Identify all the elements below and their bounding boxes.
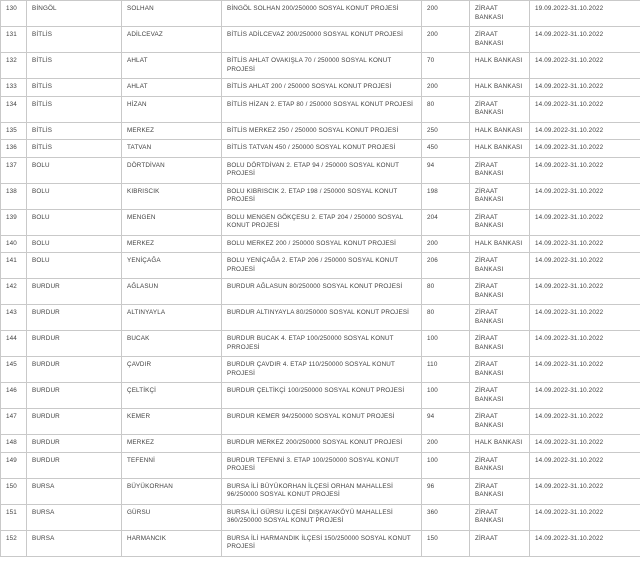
cell-district: DÖRTDİVAN <box>122 157 222 183</box>
cell-district: KEMER <box>122 409 222 435</box>
cell-no: 140 <box>1 235 27 253</box>
cell-district: MERKEZ <box>122 122 222 140</box>
cell-no: 150 <box>1 478 27 504</box>
cell-city: BURDUR <box>27 452 122 478</box>
cell-project: BİTLİS ADİLCEVAZ 200/250000 SOSYAL KONUT PROJESİ <box>222 27 422 53</box>
cell-city: BURDUR <box>27 435 122 453</box>
cell-no: 152 <box>1 530 27 556</box>
cell-dates: 14.09.2022-31.10.2022 <box>530 357 640 383</box>
cell-project: BİTLİS HİZAN 2. ETAP 80 / 250000 SOSYAL KONUT PROJESİ <box>222 96 422 122</box>
cell-city: BOLU <box>27 235 122 253</box>
cell-city: BURDUR <box>27 305 122 331</box>
cell-dates: 14.09.2022-31.10.2022 <box>530 209 640 235</box>
table-row <box>1 504 640 530</box>
cell-district: ÇAVDIR <box>122 357 222 383</box>
cell-count: 206 <box>422 253 470 279</box>
cell-project: BURDUR KEMER 94/250000 SOSYAL KONUT PROJESİ <box>222 409 422 435</box>
cell-project: BURDUR BUCAK 4. ETAP 100/250000 SOSYAL KONUT PRROJESİ <box>222 331 422 357</box>
cell-count: 250 <box>422 122 470 140</box>
cell-no: 149 <box>1 452 27 478</box>
cell-city: BOLU <box>27 253 122 279</box>
cell-district: HARMANCIK <box>122 530 222 556</box>
cell-district: ADİLCEVAZ <box>122 27 222 53</box>
cell-district: MERKEZ <box>122 435 222 453</box>
cell-city: BİTLİS <box>27 96 122 122</box>
cell-count: 198 <box>422 183 470 209</box>
cell-dates: 14.09.2022-31.10.2022 <box>530 478 640 504</box>
cell-no: 131 <box>1 27 27 53</box>
cell-project: BURDUR ALTINYAYLA 80/250000 SOSYAL KONUT PROJESİ <box>222 305 422 331</box>
cell-district: BUCAK <box>122 331 222 357</box>
cell-count: 150 <box>422 530 470 556</box>
cell-no: 134 <box>1 96 27 122</box>
cell-city: BOLU <box>27 157 122 183</box>
cell-city: BURDUR <box>27 331 122 357</box>
cell-dates: 14.09.2022-31.10.2022 <box>530 183 640 209</box>
cell-project: BURDUR ÇELTİKÇİ 100/250000 SOSYAL KONUT PROJESİ <box>222 383 422 409</box>
cell-city: BİTLİS <box>27 79 122 97</box>
cell-count: 100 <box>422 331 470 357</box>
table-row <box>1 235 640 253</box>
cell-dates: 14.09.2022-31.10.2022 <box>530 409 640 435</box>
table-row <box>1 53 640 79</box>
cell-bank: HALK BANKASI <box>470 140 530 158</box>
cell-project: BURSA İLİ HARMANDIK İLÇESİ 150/250000 SOSYAL KONUT PROJESİ <box>222 530 422 556</box>
cell-no: 147 <box>1 409 27 435</box>
cell-city: BİTLİS <box>27 122 122 140</box>
cell-count: 100 <box>422 383 470 409</box>
cell-bank: ZİRAAT BANKASI <box>470 305 530 331</box>
cell-district: AHLAT <box>122 79 222 97</box>
table-row <box>1 157 640 183</box>
table-row <box>1 357 640 383</box>
table-body <box>1 1 640 557</box>
cell-no: 133 <box>1 79 27 97</box>
table-row <box>1 530 640 556</box>
cell-count: 96 <box>422 478 470 504</box>
cell-no: 151 <box>1 504 27 530</box>
cell-district: GÜRSU <box>122 504 222 530</box>
cell-district: MERKEZ <box>122 235 222 253</box>
cell-district: AĞLASUN <box>122 279 222 305</box>
table-row <box>1 435 640 453</box>
cell-district: YENİÇAĞA <box>122 253 222 279</box>
cell-district: TATVAN <box>122 140 222 158</box>
cell-city: BURDUR <box>27 383 122 409</box>
table-row <box>1 305 640 331</box>
cell-dates: 14.09.2022-31.10.2022 <box>530 122 640 140</box>
cell-dates: 14.09.2022-31.10.2022 <box>530 79 640 97</box>
cell-dates: 14.09.2022-31.10.2022 <box>530 53 640 79</box>
cell-city: BİTLİS <box>27 140 122 158</box>
cell-project: BOLU MENGEN GÖKÇESU 2. ETAP 204 / 250000 SOSYAL KONUT PROJESİ <box>222 209 422 235</box>
cell-district: TEFENNİ <box>122 452 222 478</box>
cell-count: 80 <box>422 96 470 122</box>
cell-bank: ZİRAAT <box>470 530 530 556</box>
cell-count: 110 <box>422 357 470 383</box>
cell-project: BURDUR MERKEZ 200/250000 SOSYAL KONUT PROJESİ <box>222 435 422 453</box>
table-row <box>1 96 640 122</box>
cell-bank: ZİRAAT BANKASI <box>470 409 530 435</box>
cell-project: BURSA İLİ BÜYÜKORHAN İLÇESİ ORHAN MAHALLESİ 96/250000 SOSYAL KONUT PROJESİ <box>222 478 422 504</box>
cell-no: 145 <box>1 357 27 383</box>
cell-city: BOLU <box>27 209 122 235</box>
cell-bank: ZİRAAT BANKASI <box>470 452 530 478</box>
cell-dates: 14.09.2022-31.10.2022 <box>530 253 640 279</box>
cell-count: 94 <box>422 157 470 183</box>
cell-project: BURDUR AĞLASUN 80/250000 SOSYAL KONUT PROJESİ <box>222 279 422 305</box>
cell-no: 144 <box>1 331 27 357</box>
table-row <box>1 140 640 158</box>
cell-no: 141 <box>1 253 27 279</box>
cell-city: BURDUR <box>27 279 122 305</box>
cell-project: BİTLİS MERKEZ 250 / 250000 SOSYAL KONUT PROJESİ <box>222 122 422 140</box>
table-row <box>1 183 640 209</box>
cell-count: 70 <box>422 53 470 79</box>
cell-project: BURSA İLİ GÜRSU İLÇESİ DIŞKAYAKÖYÜ MAHALLESİ 360/250000 SOSYAL KONUT PROJESİ <box>222 504 422 530</box>
cell-dates: 14.09.2022-31.10.2022 <box>530 140 640 158</box>
cell-dates: 14.09.2022-31.10.2022 <box>530 504 640 530</box>
table-row <box>1 122 640 140</box>
cell-dates: 14.09.2022-31.10.2022 <box>530 27 640 53</box>
cell-district: ÇELTİKÇİ <box>122 383 222 409</box>
cell-dates: 14.09.2022-31.10.2022 <box>530 279 640 305</box>
cell-district: AHLAT <box>122 53 222 79</box>
cell-project: BİTLİS AHLAT OVAKIŞLA 70 / 250000 SOSYAL KONUT PROJESİ <box>222 53 422 79</box>
cell-district: MENGEN <box>122 209 222 235</box>
table-row <box>1 452 640 478</box>
cell-project: BOLU KIBRISCIK 2. ETAP 198 / 250000 SOSYAL KONUT PROJESİ <box>222 183 422 209</box>
table-row <box>1 27 640 53</box>
cell-bank: ZİRAAT BANKASI <box>470 27 530 53</box>
cell-city: BURSA <box>27 504 122 530</box>
cell-city: BURDUR <box>27 357 122 383</box>
cell-dates: 14.09.2022-31.10.2022 <box>530 530 640 556</box>
cell-project: BOLU YENİÇAĞA 2. ETAP 206 / 250000 SOSYAL KONUT PROJESİ <box>222 253 422 279</box>
cell-city: BURSA <box>27 478 122 504</box>
cell-dates: 14.09.2022-31.10.2022 <box>530 235 640 253</box>
cell-dates: 14.09.2022-31.10.2022 <box>530 452 640 478</box>
cell-bank: ZİRAAT BANKASI <box>470 96 530 122</box>
table-row <box>1 409 640 435</box>
cell-no: 143 <box>1 305 27 331</box>
cell-dates: 19.09.2022-31.10.2022 <box>530 1 640 27</box>
cell-bank: ZİRAAT BANKASI <box>470 209 530 235</box>
cell-bank: ZİRAAT BANKASI <box>470 331 530 357</box>
cell-city: BİNGÖL <box>27 1 122 27</box>
cell-no: 130 <box>1 1 27 27</box>
cell-bank: ZİRAAT BANKASI <box>470 253 530 279</box>
cell-count: 100 <box>422 452 470 478</box>
cell-no: 132 <box>1 53 27 79</box>
cell-count: 360 <box>422 504 470 530</box>
cell-count: 80 <box>422 279 470 305</box>
cell-count: 204 <box>422 209 470 235</box>
cell-bank: HALK BANKASI <box>470 235 530 253</box>
table-row <box>1 383 640 409</box>
table-row <box>1 79 640 97</box>
cell-city: BOLU <box>27 183 122 209</box>
cell-dates: 14.09.2022-31.10.2022 <box>530 331 640 357</box>
cell-city: BİTLİS <box>27 53 122 79</box>
table-row <box>1 478 640 504</box>
cell-count: 450 <box>422 140 470 158</box>
cell-district: HİZAN <box>122 96 222 122</box>
cell-city: BURDUR <box>27 409 122 435</box>
table-row <box>1 1 640 27</box>
cell-no: 137 <box>1 157 27 183</box>
cell-no: 146 <box>1 383 27 409</box>
cell-dates: 14.09.2022-31.10.2022 <box>530 96 640 122</box>
table-row <box>1 209 640 235</box>
cell-project: BOLU MERKEZ 200 / 250000 SOSYAL KONUT PROJESİ <box>222 235 422 253</box>
cell-bank: ZİRAAT BANKASI <box>470 1 530 27</box>
cell-count: 80 <box>422 305 470 331</box>
cell-dates: 14.09.2022-31.10.2022 <box>530 305 640 331</box>
cell-project: BİTLİS TATVAN 450 / 250000 SOSYAL KONUT PROJESİ <box>222 140 422 158</box>
cell-city: BURSA <box>27 530 122 556</box>
cell-dates: 14.09.2022-31.10.2022 <box>530 383 640 409</box>
cell-dates: 14.09.2022-31.10.2022 <box>530 157 640 183</box>
cell-bank: ZİRAAT BANKASI <box>470 504 530 530</box>
cell-district: ALTINYAYLA <box>122 305 222 331</box>
cell-district: KIBRISCIK <box>122 183 222 209</box>
cell-dates: 14.09.2022-31.10.2022 <box>530 435 640 453</box>
cell-district: BÜYÜKORHAN <box>122 478 222 504</box>
cell-bank: HALK BANKASI <box>470 435 530 453</box>
cell-project: BİNGÖL SOLHAN 200/250000 SOSYAL KONUT PROJESİ <box>222 1 422 27</box>
cell-count: 200 <box>422 235 470 253</box>
cell-no: 142 <box>1 279 27 305</box>
cell-bank: ZİRAAT BANKASI <box>470 383 530 409</box>
cell-count: 200 <box>422 27 470 53</box>
cell-bank: ZİRAAT BANKASI <box>470 478 530 504</box>
cell-count: 94 <box>422 409 470 435</box>
cell-bank: HALK BANKASI <box>470 53 530 79</box>
table-row <box>1 253 640 279</box>
cell-no: 148 <box>1 435 27 453</box>
cell-project: BURDUR TEFENNİ 3. ETAP 100/250000 SOSYAL KONUT PROJESİ <box>222 452 422 478</box>
cell-project: BURDUR ÇAVDIR 4. ETAP 110/250000 SOSYAL KONUT PROJESİ <box>222 357 422 383</box>
cell-bank: HALK BANKASI <box>470 122 530 140</box>
cell-no: 135 <box>1 122 27 140</box>
cell-count: 200 <box>422 1 470 27</box>
table-row <box>1 279 640 305</box>
cell-bank: ZİRAAT BANKASI <box>470 183 530 209</box>
cell-project: BİTLİS AHLAT 200 / 250000 SOSYAL KONUT PROJESİ <box>222 79 422 97</box>
cell-no: 138 <box>1 183 27 209</box>
cell-district: SOLHAN <box>122 1 222 27</box>
cell-bank: ZİRAAT BANKASI <box>470 279 530 305</box>
cell-city: BİTLİS <box>27 27 122 53</box>
table-row <box>1 331 640 357</box>
cell-no: 136 <box>1 140 27 158</box>
cell-count: 200 <box>422 79 470 97</box>
cell-bank: ZİRAAT BANKASI <box>470 157 530 183</box>
cell-bank: HALK BANKASI <box>470 79 530 97</box>
cell-bank: ZİRAAT BANKASI <box>470 357 530 383</box>
cell-no: 139 <box>1 209 27 235</box>
cell-project: BOLU DÖRTDİVAN 2. ETAP 94 / 250000 SOSYAL KONUT PROJESİ <box>222 157 422 183</box>
cell-count: 200 <box>422 435 470 453</box>
